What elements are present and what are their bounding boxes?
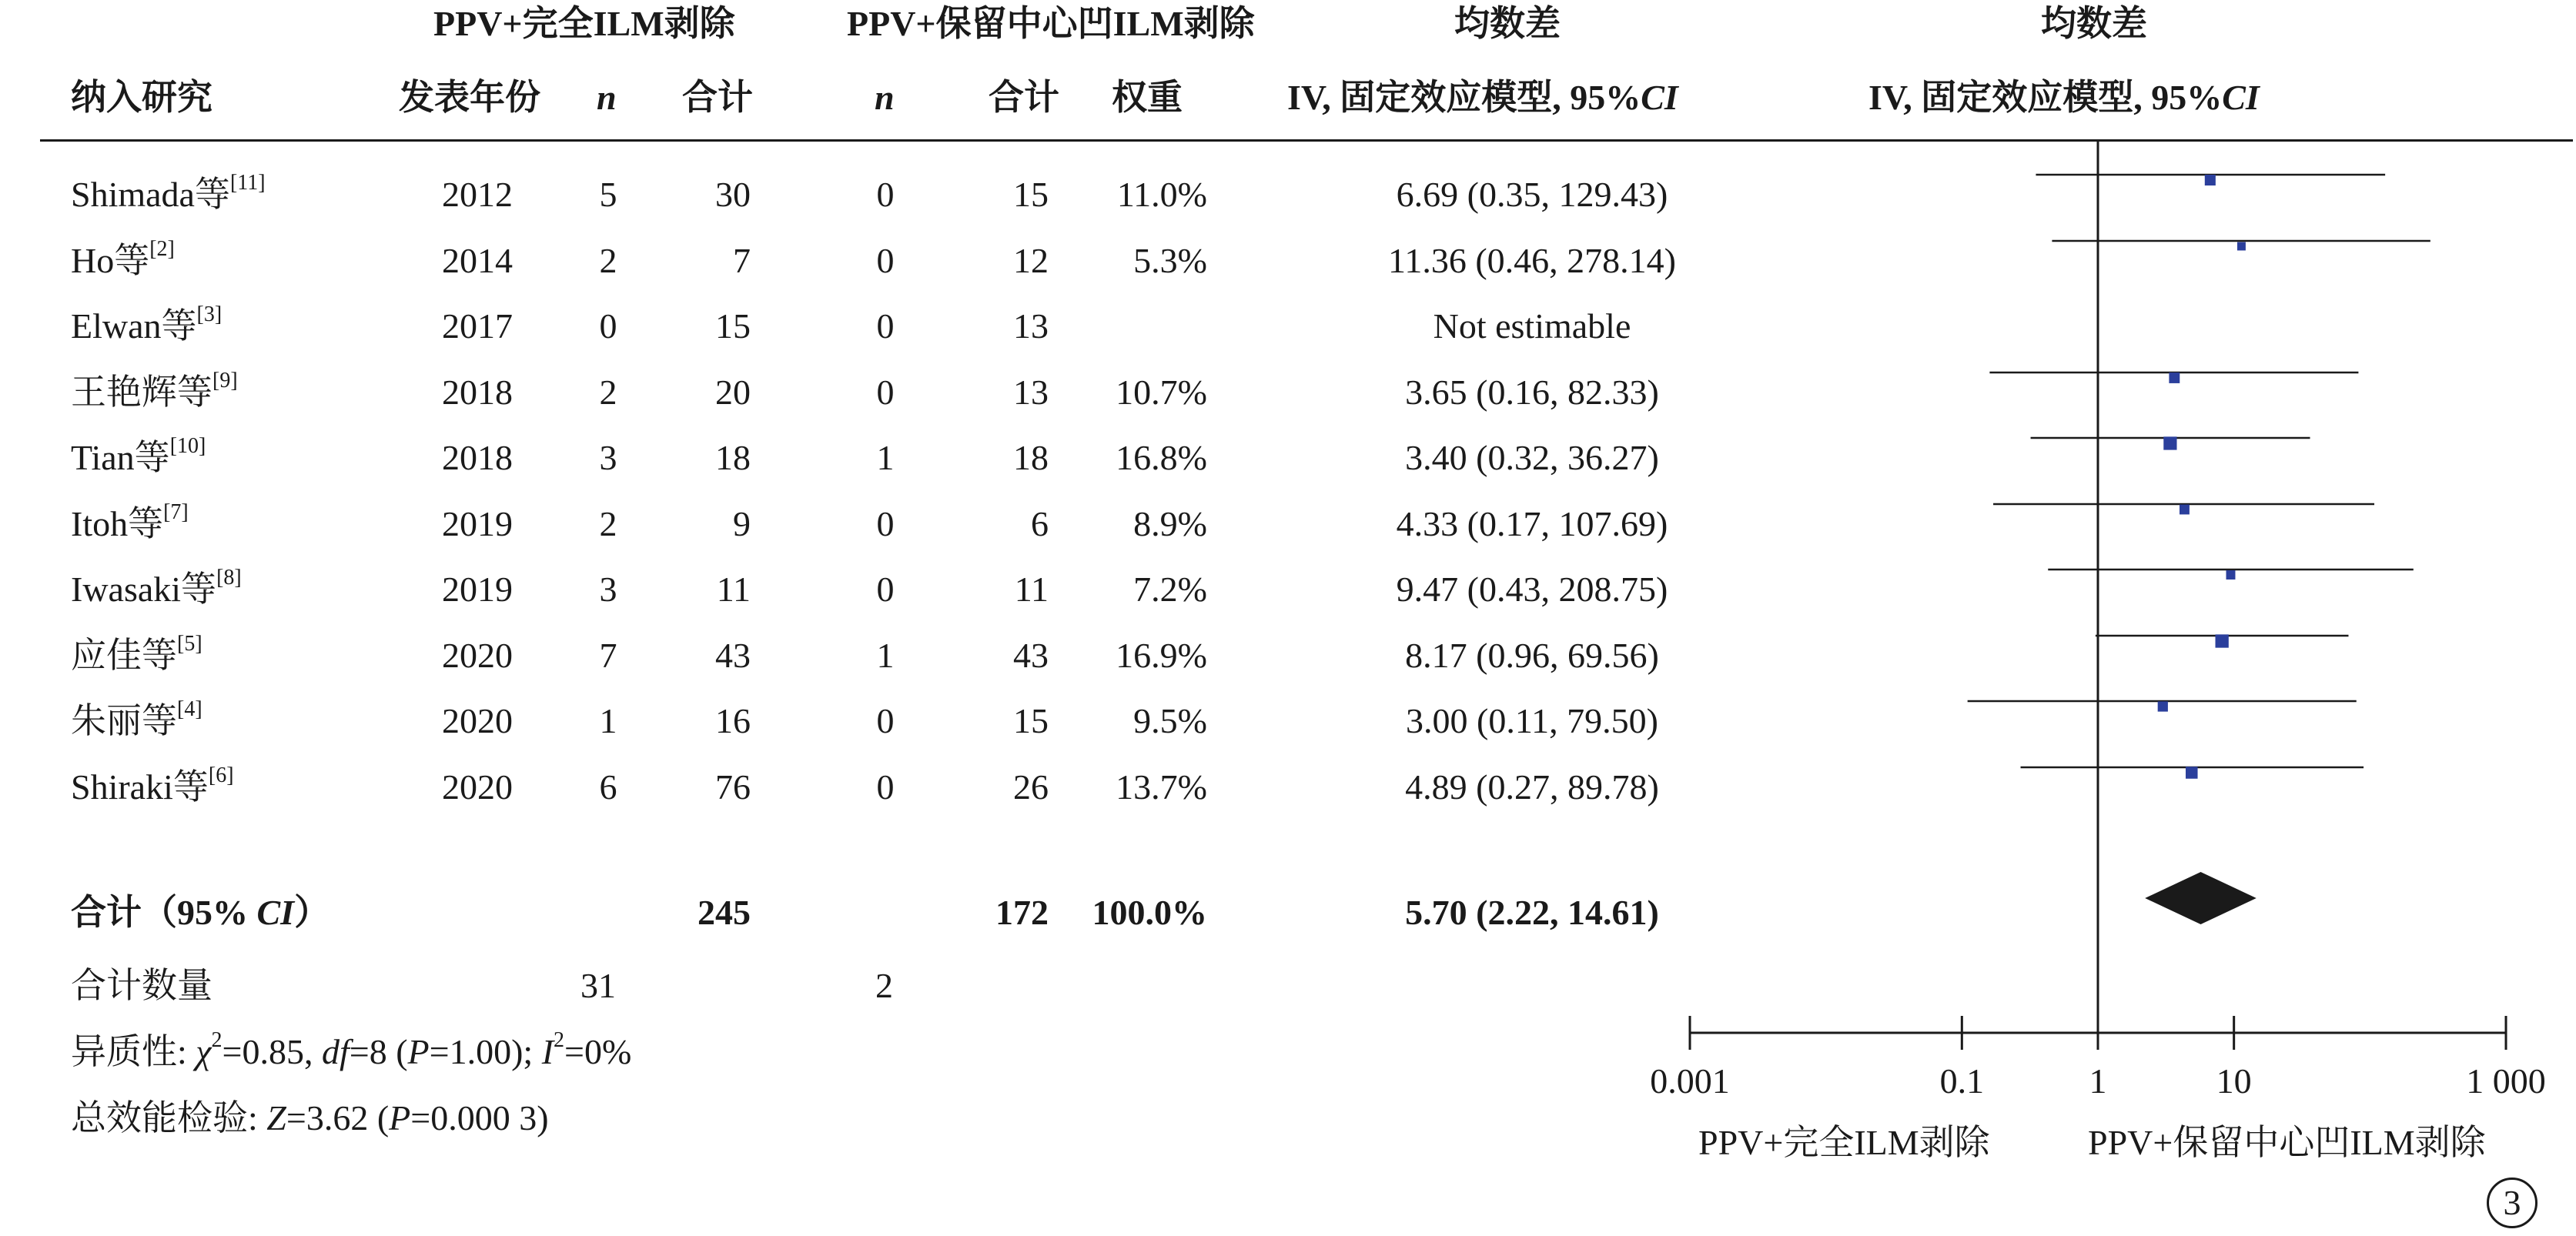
- study-name-text: Shimada等: [71, 175, 230, 214]
- het-df: df: [321, 1032, 350, 1071]
- het-prefix: 异质性:: [71, 1032, 196, 1071]
- het-i-sup: 2: [554, 1028, 565, 1052]
- study-reference: [9]: [212, 369, 238, 393]
- study-effect-marker: [2169, 372, 2180, 383]
- study-weight: 10.7%: [1116, 372, 1207, 412]
- study-reference: [6]: [208, 763, 234, 787]
- study-name-text: Elwan等: [71, 306, 197, 346]
- study-name-text: 应佳等: [71, 636, 177, 675]
- study-total1: 30: [715, 175, 751, 214]
- study-total1: 9: [733, 504, 751, 543]
- x-axis-tick-label: 0.1: [1939, 1061, 1985, 1101]
- study-effect-marker: [2205, 175, 2216, 185]
- study-weight: 11.0%: [1116, 175, 1207, 214]
- study-total1: 20: [715, 372, 751, 412]
- plot-ci-label: CI: [2222, 78, 2260, 117]
- study-effect-marker: [2186, 767, 2198, 779]
- study-reference: [5]: [177, 632, 202, 656]
- study-effect-marker: [2237, 242, 2246, 251]
- study-estimate: 9.47 (0.43, 208.75): [1396, 570, 1668, 609]
- study-effect-marker: [2226, 570, 2236, 580]
- study-reference: [11]: [229, 171, 266, 195]
- study-year: 2012: [442, 175, 513, 214]
- study-n1: 2: [599, 372, 617, 412]
- study-weight: 8.9%: [1133, 504, 1207, 543]
- study-n2: 0: [876, 241, 895, 280]
- total-label-prefix: 合计（95%: [71, 893, 257, 932]
- study-name-text: 朱丽等: [71, 701, 177, 740]
- test-p: P: [389, 1098, 411, 1137]
- col-weight-header: 权重: [1112, 78, 1183, 117]
- study-total1: 11: [716, 570, 751, 609]
- study-weight: 9.5%: [1133, 701, 1207, 740]
- col-n1-header: n: [597, 78, 617, 117]
- study-n2: 1: [876, 636, 895, 675]
- study-estimate: 11.36 (0.46, 278.14): [1388, 241, 1676, 280]
- x-axis-tick-label: 1: [2089, 1061, 2107, 1101]
- study-year: 2020: [442, 767, 513, 807]
- study-n2: 0: [876, 701, 895, 740]
- study-year: 2014: [442, 241, 513, 280]
- col-study-header: 纳入研究: [71, 78, 212, 117]
- study-total1: 16: [715, 701, 751, 740]
- effect-header: 均数差: [1454, 4, 1561, 43]
- study-total1: 7: [733, 241, 751, 280]
- study-year: 2018: [442, 372, 513, 412]
- study-total1: 43: [715, 636, 751, 675]
- het-i: I: [541, 1032, 554, 1071]
- test-p-val: =0.000 3): [410, 1098, 549, 1137]
- plot-header: 均数差: [2041, 4, 2147, 43]
- study-reference: [4]: [177, 697, 202, 721]
- test-z-val: =3.62 (: [286, 1098, 390, 1137]
- study-year: 2020: [442, 636, 513, 675]
- events-n2: 2: [875, 966, 893, 1005]
- study-weight: 5.3%: [1133, 241, 1207, 280]
- study-year: 2019: [442, 504, 513, 543]
- study-n2: 0: [876, 306, 895, 346]
- study-total2: 15: [1013, 701, 1049, 740]
- study-year: 2018: [442, 438, 513, 477]
- study-name-text: Ho等: [71, 241, 150, 280]
- het-p-val: =1.00);: [429, 1032, 542, 1071]
- total-weight: 100.0%: [1092, 893, 1207, 932]
- study-name-text: 王艳辉等: [71, 372, 212, 412]
- total-estimate: 5.70 (2.22, 14.61): [1405, 893, 1659, 932]
- effect-subheader-text: IV, 固定效应模型, 95%: [1287, 78, 1641, 117]
- col-total1-header: 合计: [682, 78, 753, 117]
- study-total2: 15: [1013, 175, 1049, 214]
- figure-number: 3: [2487, 1178, 2538, 1228]
- plot-subheader-text: IV, 固定效应模型, 95%: [1868, 78, 2223, 117]
- het-chi: χ: [196, 1032, 212, 1071]
- study-estimate: 3.00 (0.11, 79.50): [1406, 701, 1658, 740]
- study-n2: 0: [876, 175, 895, 214]
- study-effect-marker: [2216, 634, 2229, 647]
- study-year: 2020: [442, 701, 513, 740]
- study-total2: 6: [1031, 504, 1049, 543]
- test-prefix: 总效能检验:: [71, 1098, 267, 1137]
- het-i-val: =0%: [564, 1032, 632, 1071]
- study-n2: 0: [876, 504, 895, 543]
- study-estimate: Not estimable: [1433, 306, 1631, 346]
- study-estimate: 3.40 (0.32, 36.27): [1405, 438, 1659, 477]
- study-reference: [10]: [169, 434, 206, 458]
- study-n1: 2: [599, 504, 617, 543]
- study-total1: 76: [715, 767, 751, 807]
- study-n1: 2: [599, 241, 617, 280]
- study-n2: 1: [876, 438, 895, 477]
- study-weight: 7.2%: [1133, 570, 1207, 609]
- study-n2: 0: [876, 372, 895, 412]
- study-reference: [7]: [163, 500, 189, 524]
- het-chi-sup: 2: [211, 1028, 222, 1052]
- study-name-text: Itoh等: [71, 504, 164, 543]
- study-n2: 0: [876, 767, 895, 807]
- summary-diamond: [2145, 872, 2257, 924]
- study-effect-marker: [2180, 505, 2190, 515]
- study-name-text: Shiraki等: [71, 767, 209, 807]
- study-reference: [3]: [196, 302, 222, 326]
- study-n2: 0: [876, 570, 895, 609]
- axis-right-label: PPV+保留中心凹ILM剥除: [2088, 1123, 2486, 1162]
- study-estimate: 3.65 (0.16, 82.33): [1405, 372, 1659, 412]
- events-label: 合计数量: [71, 966, 212, 1005]
- study-total2: 26: [1013, 767, 1049, 807]
- study-name-text: Tian等: [71, 438, 170, 477]
- total-label-ci: CI: [256, 893, 295, 932]
- group2-header: PPV+保留中心凹ILM剥除: [847, 4, 1255, 43]
- col-total2-header: 合计: [989, 78, 1059, 117]
- study-year: 2017: [442, 306, 513, 346]
- study-reference: [2]: [149, 237, 175, 261]
- study-n1: 3: [599, 570, 617, 609]
- study-total2: 13: [1013, 372, 1049, 412]
- events-n1: 31: [580, 966, 616, 1005]
- x-axis-tick-label: 10: [2216, 1061, 2252, 1101]
- study-weight: 16.8%: [1116, 438, 1207, 477]
- total-label-suffix: ）: [294, 893, 330, 932]
- study-reference: [8]: [216, 566, 242, 590]
- het-chi-val: =0.85,: [222, 1032, 322, 1071]
- study-n1: 0: [599, 306, 617, 346]
- x-axis-tick-label: 0.001: [1650, 1061, 1730, 1101]
- study-n1: 3: [599, 438, 617, 477]
- het-df-val: =8 (: [349, 1032, 408, 1071]
- study-estimate: 8.17 (0.96, 69.56): [1405, 636, 1659, 675]
- study-total2: 12: [1013, 241, 1049, 280]
- study-total1: 18: [715, 438, 751, 477]
- study-estimate: 4.89 (0.27, 89.78): [1405, 767, 1659, 807]
- test-z: Z: [266, 1098, 286, 1137]
- het-p: P: [407, 1032, 430, 1071]
- study-total2: 11: [1014, 570, 1049, 609]
- study-n1: 5: [599, 175, 617, 214]
- study-n1: 7: [599, 636, 617, 675]
- col-n2-header: n: [875, 78, 895, 117]
- axis-left-label: PPV+完全ILM剥除: [1698, 1123, 1990, 1162]
- study-effect-marker: [2158, 701, 2168, 711]
- study-name-text: Iwasaki等: [71, 570, 217, 609]
- study-total2: 13: [1013, 306, 1049, 346]
- study-total2: 43: [1013, 636, 1049, 675]
- total-total1: 245: [698, 893, 751, 932]
- study-total2: 18: [1013, 438, 1049, 477]
- effect-ci-label: CI: [1641, 78, 1678, 117]
- study-weight: 16.9%: [1116, 636, 1207, 675]
- study-n1: 1: [599, 701, 617, 740]
- study-total1: 15: [715, 306, 751, 346]
- col-year-header: 发表年份: [399, 78, 540, 117]
- x-axis-tick-label: 1 000: [2466, 1061, 2546, 1101]
- study-effect-marker: [2163, 436, 2176, 449]
- group1-header: PPV+完全ILM剥除: [433, 4, 735, 43]
- study-estimate: 4.33 (0.17, 107.69): [1396, 504, 1668, 543]
- total-total2: 172: [995, 893, 1049, 932]
- study-n1: 6: [599, 767, 617, 807]
- study-estimate: 6.69 (0.35, 129.43): [1396, 175, 1668, 214]
- study-weight: 13.7%: [1116, 767, 1207, 807]
- study-year: 2019: [442, 570, 513, 609]
